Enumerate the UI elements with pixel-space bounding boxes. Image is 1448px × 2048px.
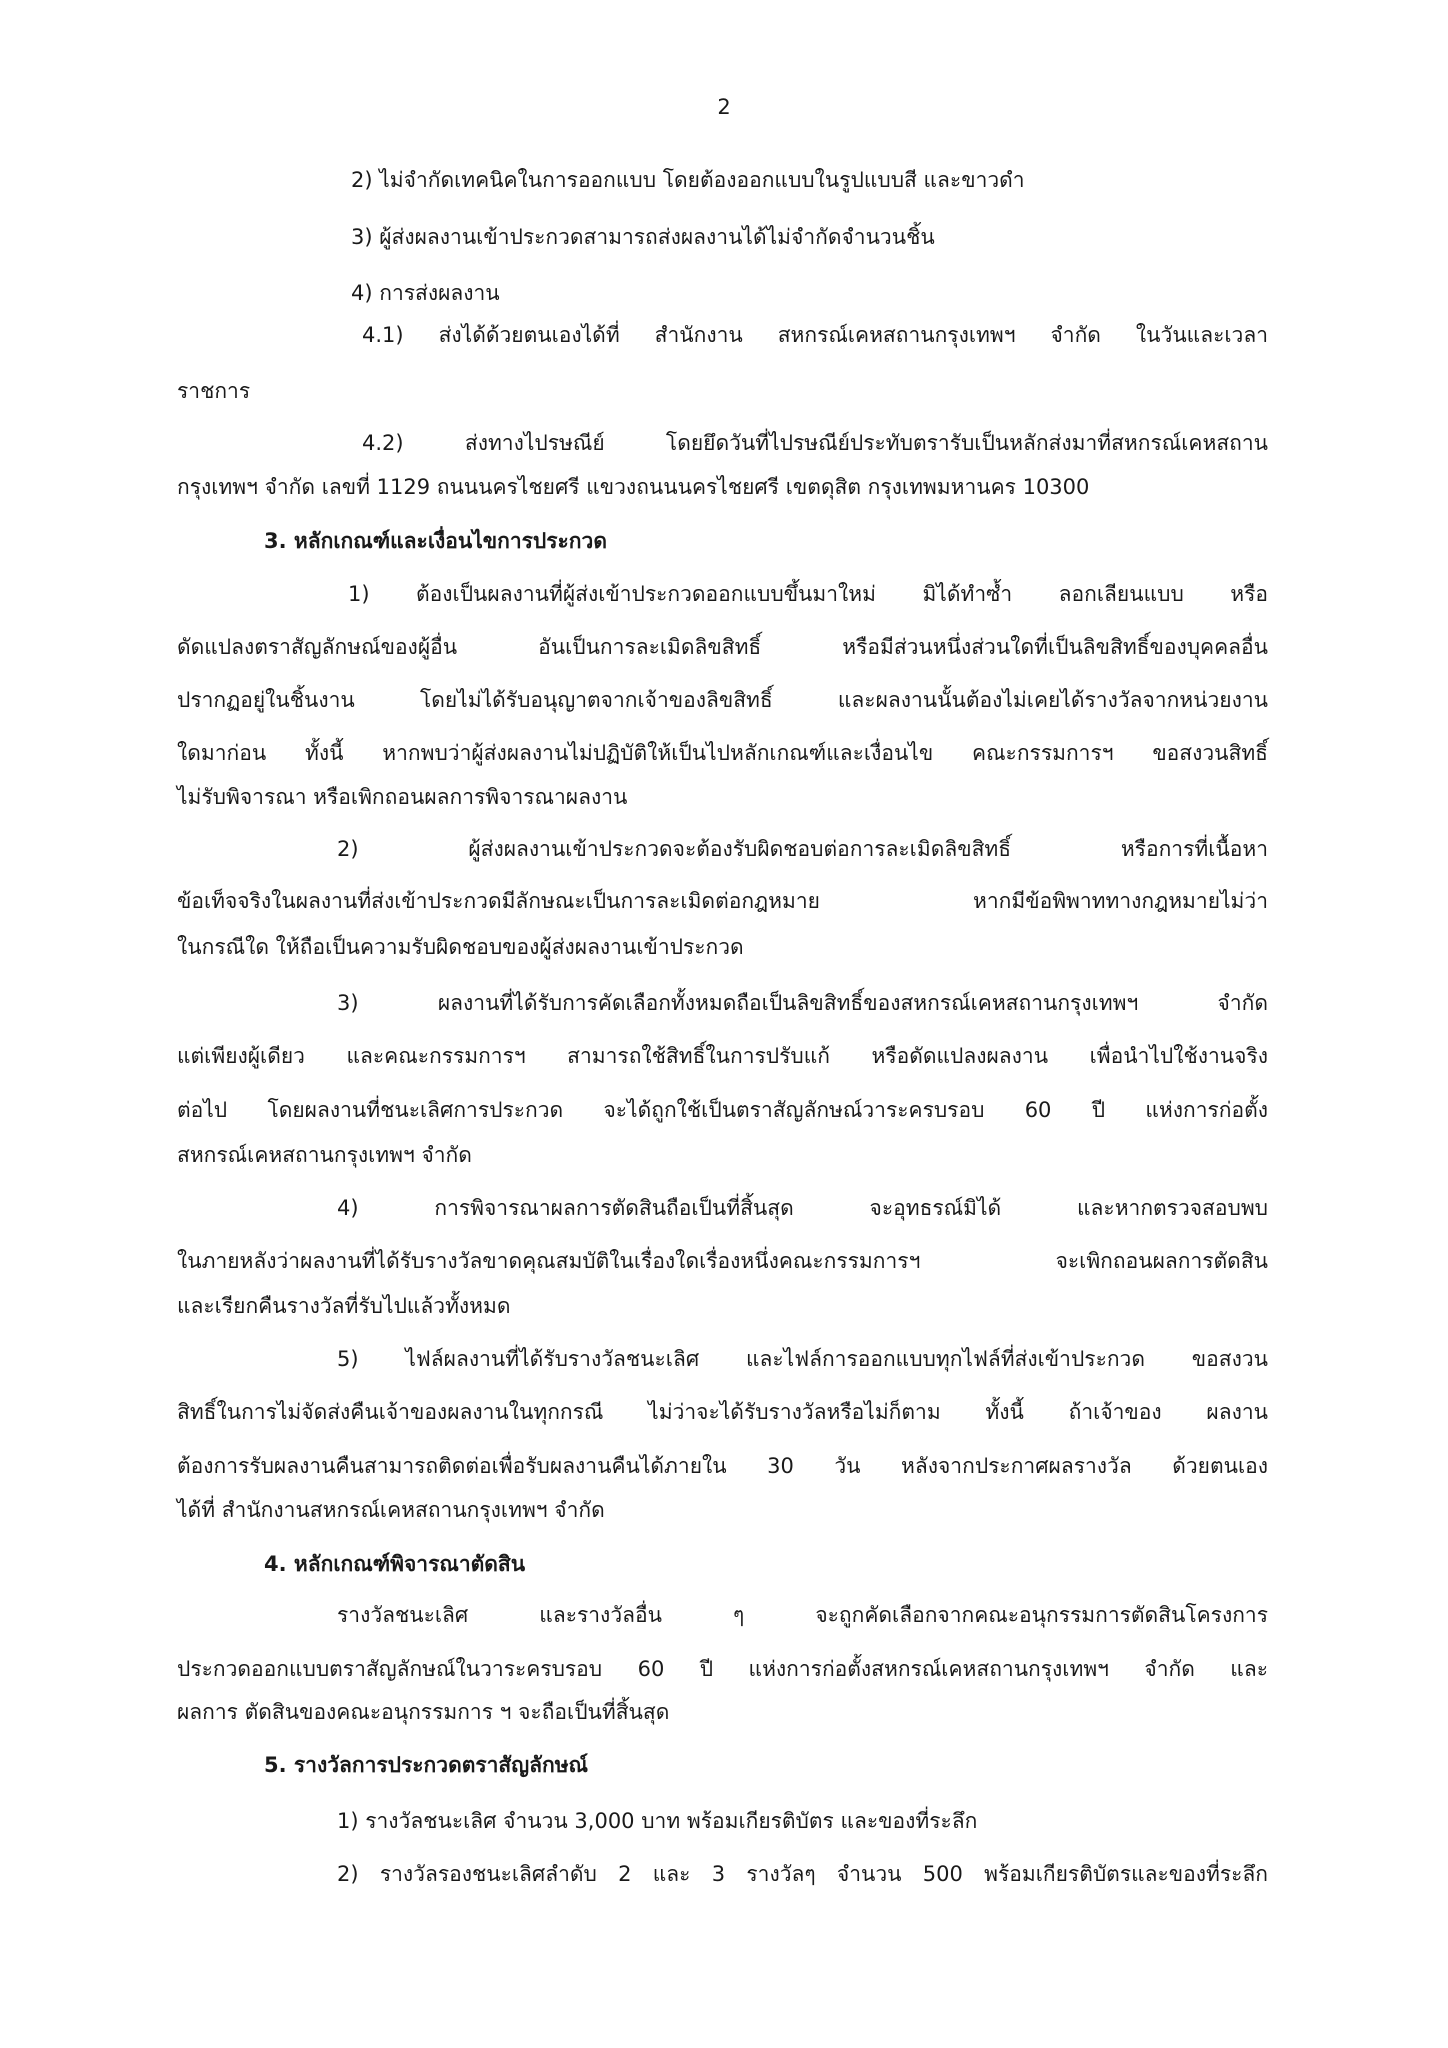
item-3-2-text: 2) ผู้ส่งผลงานเข้าประกวดจะต้องรับผิดชอบต่อการละเมิดลิขสิทธิ์ หรือการที่เนื้อหา [337,837,1268,861]
item-3-2-cont-1: ข้อเท็จจริงในผลงานที่ส่งเข้าประกวดมีลักษณะเป็นการละเมิดต่อกฎหมาย หากมีข้อพิพาททางกฎหมายไม่ว่า [177,889,1268,913]
section-5-heading: 5. รางวัลการประกวดตราสัญลักษณ์ [264,1753,589,1777]
item-3-5-text: 5) ไฟล์ผลงานที่ได้รับรางวัลชนะเลิศ และไฟล์การออกแบบทุกไฟล์ที่ส่งเข้าประกวด ขอสงวน [337,1347,1268,1371]
item-2-4-text: 4) การส่งผลงาน [351,281,500,305]
prize-2-text: 2) รางวัลรองชนะเลิศลำดับ 2 และ 3 รางวัลๆ จำนวน 500 พร้อมเกียรติบัตรและของที่ระลึก [337,1862,1268,1886]
item-3-1-cont-2: ปรากฏอยู่ในชิ้นงาน โดยไม่ได้รับอนุญาตจากเจ้าของลิขสิทธิ์ และผลงานนั้นต้องไม่เคยได้รางวัลจากหน่วยงาน [177,688,1268,712]
item-3-1-cont-3: ใดมาก่อน ทั้งนี้ หากพบว่าผู้ส่งผลงานไม่ปฏิบัติให้เป็นไปหลักเกณฑ์และเงื่อนไข คณะกรรมการฯ ขอสงวนสิทธิ์ [177,741,1268,765]
item-3-1-cont-1: ดัดแปลงตราสัญลักษณ์ของผู้อื่น อันเป็นการละเมิดลิขสิทธิ์ หรือมีส่วนหนึ่งส่วนใดที่เป็นลิขสิทธิ์ของบุคคลอื่น [177,635,1268,659]
item-3-3-cont-2: ต่อไป โดยผลงานที่ชนะเลิศการประกวด จะได้ถูกใช้เป็นตราสัญลักษณ์วาระครบรอบ 60 ปี แห่งการก่อตั้ง [177,1098,1268,1122]
item-3-3-text: 3) ผลงานที่ได้รับการคัดเลือกทั้งหมดถือเป็นลิขสิทธิ์ของสหกรณ์เคหสถานกรุงเทพฯ จำกัด [337,991,1268,1015]
item-3-1-text: 1) ต้องเป็นผลงานที่ผู้ส่งเข้าประกวดออกแบบขึ้นมาใหม่ มิได้ทำซ้ำ ลอกเลียนแบบ หรือ [348,582,1268,606]
item-3-2-cont-2: ในกรณีใด ให้ถือเป็นความรับผิดชอบของผู้ส่งผลงานเข้าประกวด [177,935,744,959]
item-2-4-2-text: 4.2) ส่งทางไปรษณีย์ โดยยึดวันที่ไปรษณีย์ประทับตรารับเป็นหลักส่งมาที่สหกรณ์เคหสถาน [362,431,1268,455]
section-3-heading: 3. หลักเกณฑ์และเงื่อนไขการประกวด [264,529,607,553]
item-3-4-cont-2: และเรียกคืนรางวัลที่รับไปแล้วทั้งหมด [177,1294,511,1318]
section-4-cont-1: ประกวดออกแบบตราสัญลักษณ์ในวาระครบรอบ 60 ปี แห่งการก่อตั้งสหกรณ์เคหสถานกรุงเทพฯ จำกัด และ [177,1657,1268,1681]
item-3-5-cont-1: สิทธิ์ในการไม่จัดส่งคืนเจ้าของผลงานในทุกกรณี ไม่ว่าจะได้รับรางวัลหรือไม่ก็ตาม ทั้งนี้ ถ้าเจ้าของ ผลงาน [177,1400,1268,1424]
item-2-4-1-text: 4.1) ส่งได้ด้วยตนเองได้ที่ สำนักงาน สหกรณ์เคหสถานกรุงเทพฯ จำกัด ในวันและเวลา [362,323,1268,347]
prize-1-text: 1) รางวัลชนะเลิศ จำนวน 3,000 บาท พร้อมเกียรติบัตร และของที่ระลึก [337,1809,978,1833]
item-3-4-cont-1: ในภายหลังว่าผลงานที่ได้รับรางวัลขาดคุณสมบัติในเรื่องใดเรื่องหนึ่งคณะกรรมการฯ จะเพิกถอนผลการตัดสิน [177,1249,1268,1273]
item-3-3-cont-3: สหกรณ์เคหสถานกรุงเทพฯ จำกัด [177,1143,472,1167]
section-4-heading: 4. หลักเกณฑ์พิจารณาตัดสิน [264,1552,526,1576]
item-2-2-text: 2) ไม่จำกัดเทคนิคในการออกแบบ โดยต้องออกแบบในรูปแบบสี และขาวดำ [351,168,1025,192]
section-4-text: รางวัลชนะเลิศ และรางวัลอื่น ๆ จะถูกคัดเลือกจากคณะอนุกรรมการตัดสินโครงการ [337,1603,1268,1627]
item-3-3-cont-1: แต่เพียงผู้เดียว และคณะกรรมการฯ สามารถใช้สิทธิ์ในการปรับแก้ หรือดัดแปลงผลงาน เพื่อนำไปใช้งานจริง [177,1044,1268,1068]
page-number: 2 [717,95,731,119]
item-3-4-text: 4) การพิจารณาผลการตัดสินถือเป็นที่สิ้นสุด จะอุทธรณ์มิได้ และหากตรวจสอบพบ [337,1196,1268,1220]
item-3-1-cont-4: ไม่รับพิจารณา หรือเพิกถอนผลการพิจารณาผลงาน [177,785,628,809]
section-4-cont-2: ผลการ ตัดสินของคณะอนุกรรมการ ฯ จะถือเป็นที่สิ้นสุด [177,1700,670,1724]
item-2-4-1-cont: ราชการ [177,379,251,403]
item-3-5-cont-3: ได้ที่ สำนักงานสหกรณ์เคหสถานกรุงเทพฯ จำกัด [177,1498,605,1522]
item-3-5-cont-2: ต้องการรับผลงานคืนสามารถติดต่อเพื่อรับผลงานคืนได้ภายใน 30 วัน หลังจากประกาศผลรางวัล ด้วยตนเอง [177,1454,1268,1478]
item-2-3-text: 3) ผู้ส่งผลงานเข้าประกวดสามารถส่งผลงานได้ไม่จำกัดจำนวนชิ้น [351,225,935,249]
item-2-4-2-cont: กรุงเทพฯ จำกัด เลขที่ 1129 ถนนนครไชยศรี แขวงถนนนครไชยศรี เขตดุสิต กรุงเทพมหานคร 10300 [177,475,1090,499]
